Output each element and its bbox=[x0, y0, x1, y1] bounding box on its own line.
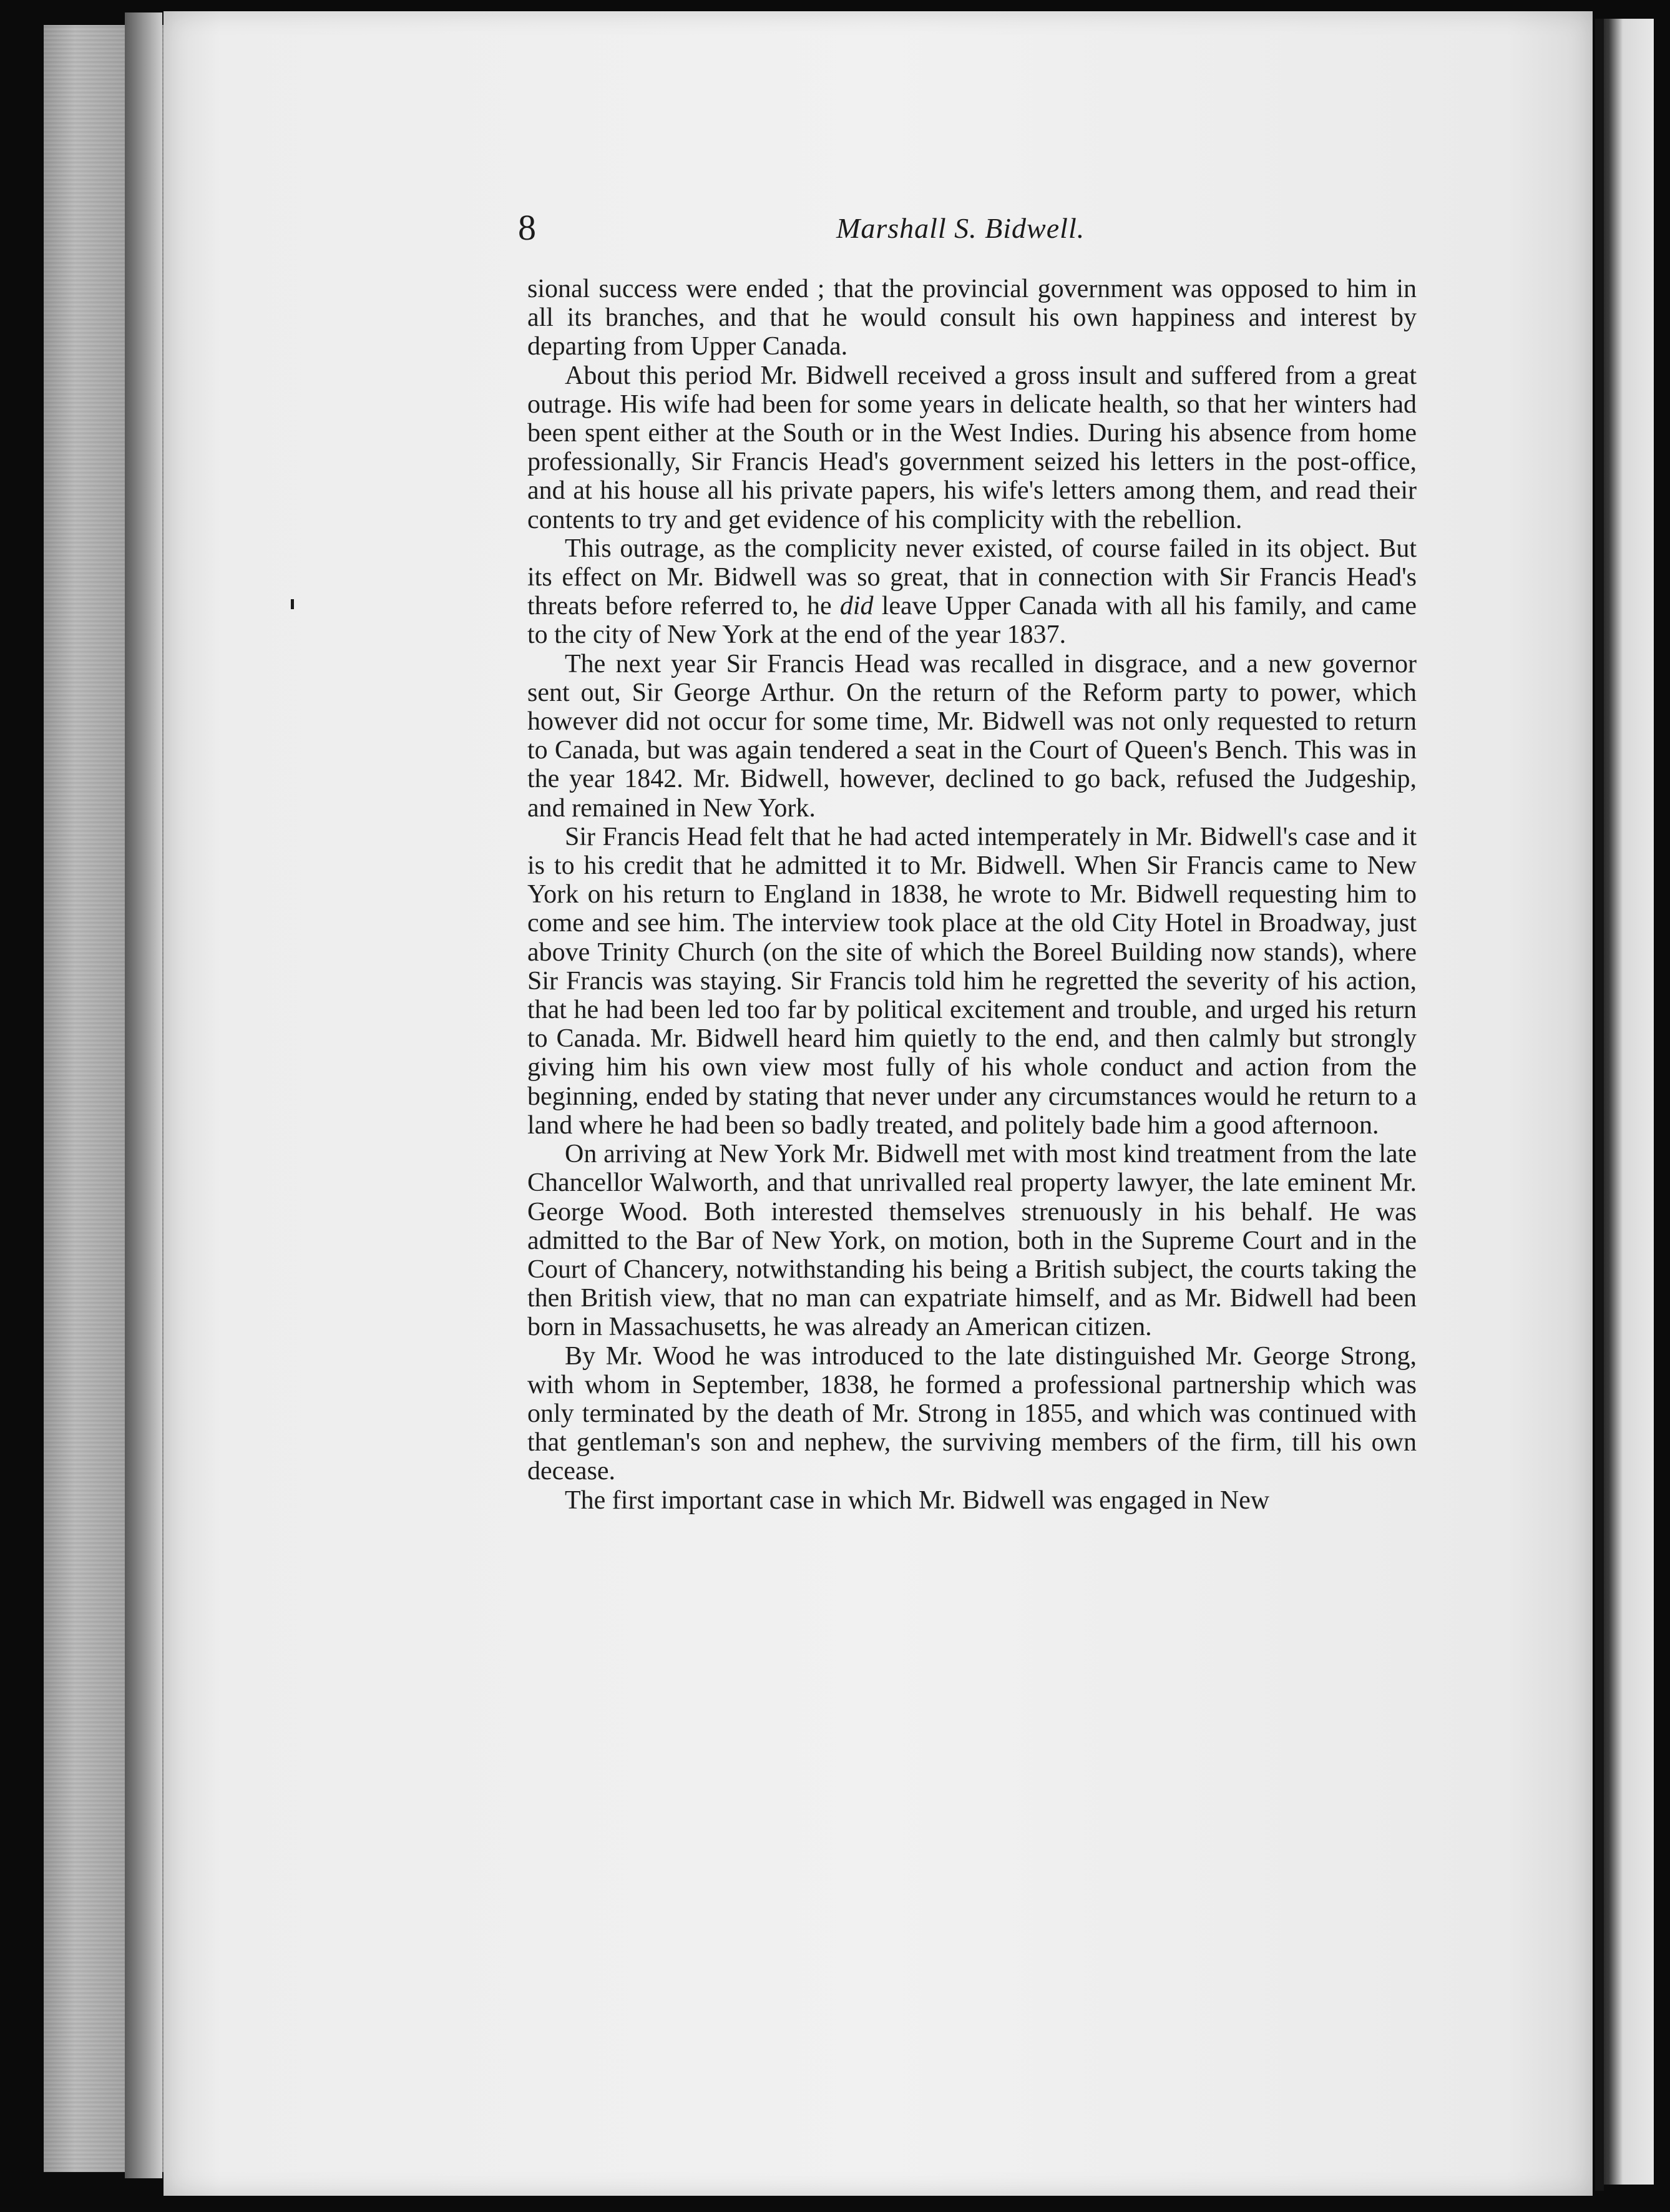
running-head bbox=[518, 206, 1417, 256]
book-gutter bbox=[125, 12, 162, 2178]
text-run: Sir Francis Head felt that he had acted intemperately in Mr. Bidwell's case and it is to his credit that he admitted it to Mr. Bidwell. When Sir Francis came to New York on his return to England in 1838, he wrote to Mr. Bidwell requesting him to come and see him. The interview took place at the old City Hotel in Broadway, just above Trinity Church (on the site of which the Boreel Building now stands), where Sir Francis was staying. Sir Francis told him he regretted the severity of his action, that he had been led too far by political excitement and trouble, and urged his return to Canada. Mr. Bidwell heard him quietly to the end, and then calmly but strongly giving him his own view most fully of his whole conduct and action from the beginning, ended by stating that never under any circumstances would he return to a land where he had been so badly treated, and politely bade him a good afternoon. bbox=[527, 822, 1417, 1140]
scan-speck bbox=[291, 599, 294, 609]
paragraph bbox=[527, 823, 1417, 1140]
text-run: The first important case in which Mr. Bidwell was engaged in New bbox=[565, 1485, 1270, 1515]
text-run: By Mr. Wood he was introduced to the late distinguished Mr. George Strong, with whom in September, 1838, he formed a professional partnership which was only terminated by the death of Mr. Strong in 1855, and which was continued with that gentleman's son and nephew, the surviving members of the firm, till his own decease. bbox=[527, 1341, 1417, 1486]
text-run: leave Upper Canada with all his family, and came to the city of New York at the end of the year 1837. bbox=[527, 592, 1417, 650]
text-run: About this period Mr. Bidwell received a gross insult and suffered from a great outrage. His wife had been for some years in delicate health, so that her winters had been spent either at the South or in the West Indies. During his absence from home professionally, Sir Francis Head's government seized his letters in the post-office, and at his house all his private papers, his wife's letters among them, and read their contents to try and get evidence of his complicity with the rebellion. bbox=[527, 361, 1417, 534]
paragraph bbox=[527, 534, 1417, 650]
paragraph bbox=[527, 361, 1417, 534]
paragraph bbox=[527, 1140, 1417, 1341]
paragraph bbox=[527, 1486, 1417, 1515]
running-title: Marshall S. Bidwell. bbox=[836, 212, 1085, 244]
adjacent-page-edge bbox=[1598, 19, 1654, 2185]
page-shadow-line bbox=[1595, 19, 1604, 2191]
emphasis-text: did bbox=[839, 592, 874, 621]
paragraph bbox=[527, 650, 1417, 823]
paragraph bbox=[527, 275, 1417, 361]
paragraph bbox=[527, 1342, 1417, 1486]
text-run: sional success were ended ; that the provincial government was opposed to him in all its branches, and that he would consult his own happiness and interest by departing from Upper Canada. bbox=[527, 275, 1417, 361]
page-number: 8 bbox=[518, 207, 536, 248]
body-text bbox=[527, 275, 1417, 1515]
text-run: This outrage, as the complicity never existed, of course failed in its object. But its effect on Mr. Bidwell was so great, that in connection with Sir Francis Head's threats before referred to, he bbox=[527, 534, 1417, 621]
text-run: The next year Sir Francis Head was recalled in disgrace, and a new governor sent out, Sir George Arthur. On the return of the Reform party to power, which however did not occur for some time, Mr. Bidwell was not only requested to return to Canada, but was again tendered a seat in the Court of Queen's Bench. This was in the year 1842. Mr. Bidwell, however, declined to go back, refused the Judgeship, and remained in New York. bbox=[527, 649, 1417, 823]
text-run: On arriving at New York Mr. Bidwell met with most kind treatment from the late Chancellor Walworth, and that unrivalled real property lawyer, the late eminent Mr. George Wood. Both interested themselves strenuously in his behalf. He was admitted to the Bar of New York, on motion, both in the Supreme Court and in the Court of Chancery, notwithstanding his being a British subject, the courts taking the then British view, that no man can expatriate himself, and as Mr. Bidwell had been born in Massachusetts, he was already an American citizen. bbox=[527, 1140, 1417, 1342]
